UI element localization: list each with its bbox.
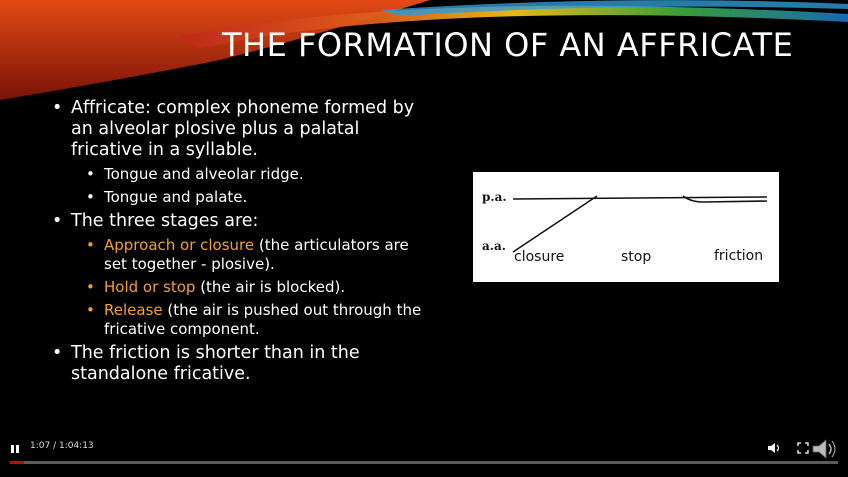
stage-hold-text: (the air is blocked). [195,278,346,296]
label-closure: closure [514,249,565,265]
volume-icon[interactable] [767,442,781,454]
stage-release-label: Release [104,301,163,319]
stage-hold-label: Hold or stop [104,278,196,296]
fullscreen-icon[interactable] [797,442,809,454]
slide-content [52,98,432,389]
progress-bar[interactable] [10,461,838,464]
diagram-lines [473,172,779,282]
label-aa: a.a. [482,239,506,253]
progress-fill [10,461,24,464]
bullet-affricate: • Affricate: complex phoneme formed by an alveolar plosive plus a palatal fricative in a syllable. [52,98,432,161]
label-stop: stop [621,249,652,265]
label-friction: friction [714,248,764,264]
sub-bullet-palate: • Tongue and palate. [86,188,432,207]
bullet-friction: • The friction is shorter than in the standalone fricative. [52,343,432,385]
affricate-diagram [473,172,779,282]
stage-release-text: (the air is pushed out through the fricative component. [104,301,422,338]
stage-release [86,301,432,339]
speaker-icon[interactable] [810,438,840,460]
bullet-three-stages: • The three stages are: [52,211,432,232]
stage-approach [86,236,432,274]
playback-time: 1:07 / 1:04:13 [30,441,94,451]
pause-icon[interactable] [10,444,20,454]
sub-bullet-alveolar: • Tongue and alveolar ridge. [86,165,432,184]
video-controls [0,434,848,477]
slide-title: THE FORMATION OF AN AFFRICATE [222,26,794,64]
stage-approach-label: Approach or closure [104,236,255,254]
label-pa: p.a. [482,190,507,204]
stage-approach-text: (the articulators are set together - plosive). [104,236,409,273]
stage-hold [86,278,432,297]
